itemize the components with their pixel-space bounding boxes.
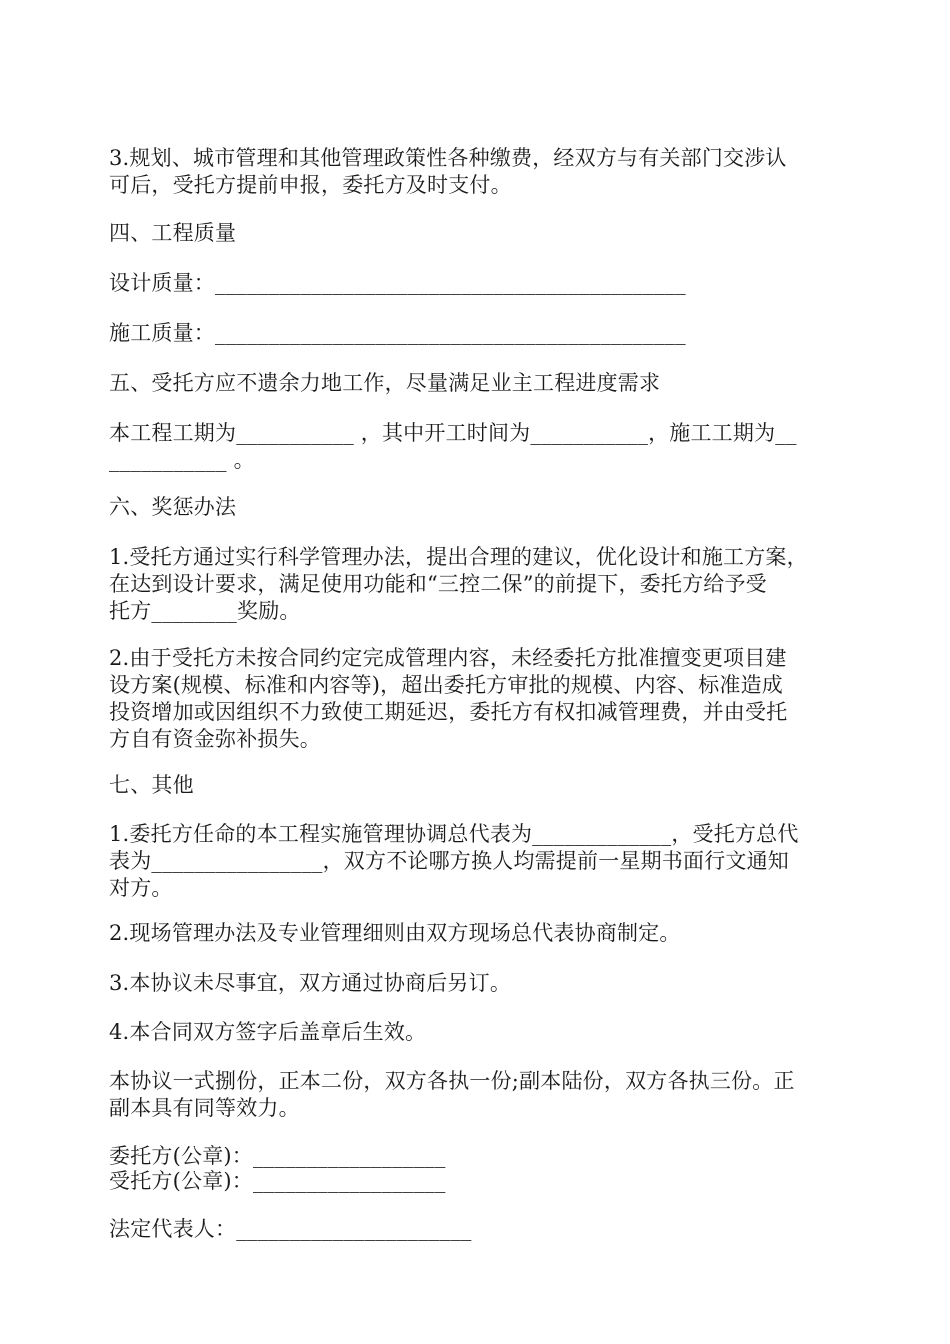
section-7-heading: 七、其他 [109,773,194,797]
clause-3-fees-line-2: 可后，受托方提前申报，委托方及时支付。 [109,173,512,197]
legal-representative-field: 法定代表人：______________________ [109,1217,472,1241]
design-quality-field: 设计质量：____________________________________________ [109,271,686,295]
construction-quality-field: 施工质量：____________________________________________ [109,321,686,345]
schedule-line-2: ___________ 。 [109,448,255,472]
site-management-clause: 2.现场管理办法及专业管理细则由双方现场总代表协商制定。 [109,921,681,945]
agent-seal-field: 受托方(公章)：__________________ [109,1169,446,1193]
penalty-clause-line-4: 方自有资金弥补损失。 [109,727,321,751]
penalty-clause-line-2: 设方案(规模、标准和内容等)，超出委托方审批的规模、内容、标准造成 [109,673,783,697]
principal-seal-field: 委托方(公章)：__________________ [109,1144,446,1168]
schedule-line-1: 本工程工期为___________ ，其中开工时间为___________，施工工期为__ [109,421,797,445]
representative-clause-line-3: 对方。 [109,876,173,900]
reward-clause-line-1: 1.受托方通过实行科学管理办法，提出合理的建议，优化设计和施工方案， [109,545,808,569]
copies-clause-line-2: 副本具有同等效力。 [109,1096,300,1120]
representative-clause-line-2: 表为________________，双方不论哪方换人均需提前一星期书面行文通知 [109,849,789,873]
section-4-heading: 四、工程质量 [109,221,237,245]
representative-clause-line-1: 1.委托方任命的本工程实施管理协调总代表为_____________，受托方总代 [109,822,799,846]
effectiveness-clause: 4.本合同双方签字后盖章后生效。 [109,1020,427,1044]
unresolved-matters-clause: 3.本协议未尽事宜，双方通过协商后另订。 [109,971,512,995]
penalty-clause-line-3: 投资增加或因组织不力致使工期延迟，委托方有权扣减管理费，并由受托 [109,700,788,724]
clause-3-fees-line-1: 3.规划、城市管理和其他管理政策性各种缴费，经双方与有关部门交涉认 [109,146,787,170]
section-6-heading: 六、奖惩办法 [109,495,237,519]
reward-clause-line-2: 在达到设计要求，满足使用功能和“三控二保”的前提下，委托方给予受 [109,572,767,596]
section-5-heading: 五、受托方应不遗余力地工作，尽量满足业主工程进度需求 [109,371,661,395]
penalty-clause-line-1: 2.由于受托方未按合同约定完成管理内容，未经委托方批准擅变更项目建 [109,646,787,670]
copies-clause-line-1: 本协议一式捌份，正本二份，双方各执一份;副本陆份，双方各执三份。正 [109,1069,795,1093]
reward-clause-line-3: 托方________奖励。 [109,599,301,623]
